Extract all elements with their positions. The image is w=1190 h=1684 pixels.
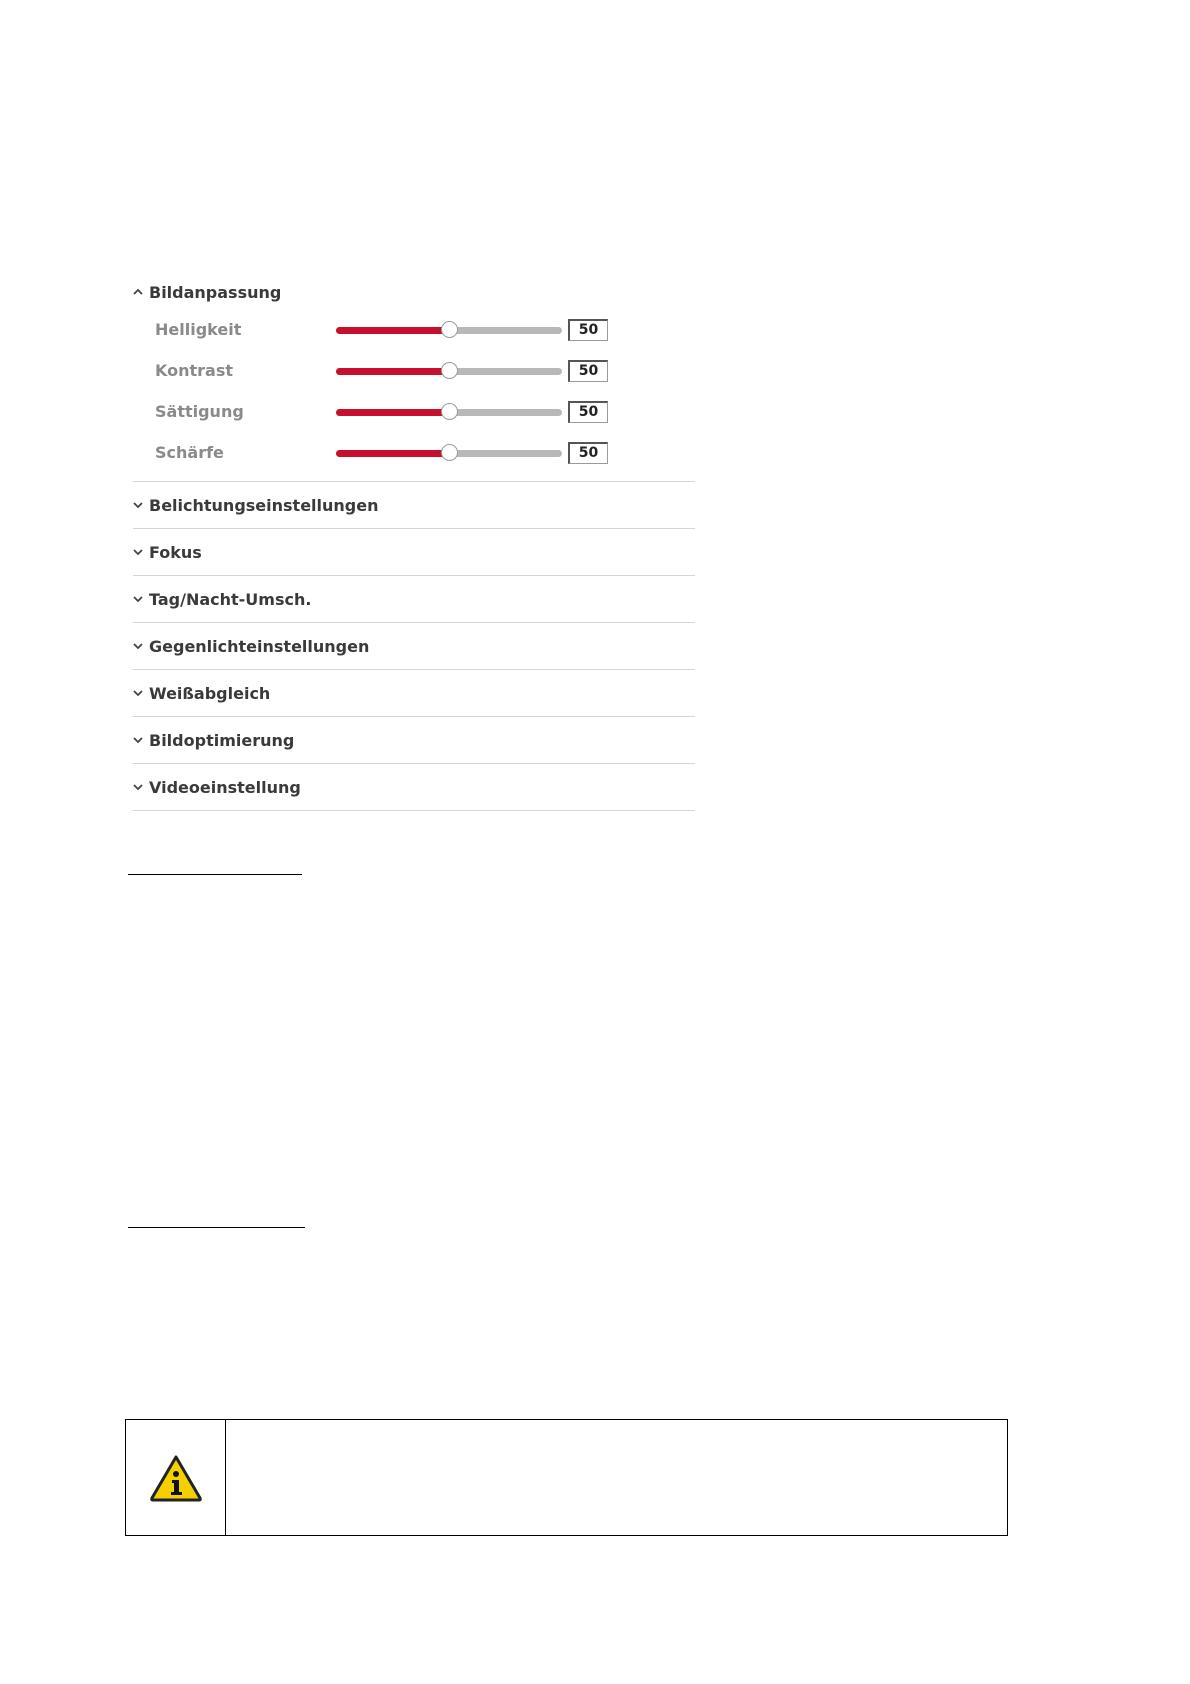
slider-label: Schärfe <box>155 443 224 462</box>
slider[interactable] <box>336 443 562 463</box>
slider-label: Helligkeit <box>155 320 242 339</box>
collapsed-section <box>133 529 695 576</box>
collapsed-section <box>133 670 695 717</box>
slider[interactable] <box>336 402 562 422</box>
slider-label: Kontrast <box>155 361 234 380</box>
slider[interactable] <box>336 320 562 340</box>
slider-row <box>133 350 695 391</box>
section-header[interactable] <box>133 482 695 528</box>
slider-fill <box>336 450 449 457</box>
chevron-down-icon <box>133 736 147 744</box>
collapsed-section <box>133 623 695 670</box>
slider-fill <box>336 409 449 416</box>
heading-underline-1 <box>128 874 302 875</box>
slider-label: Sättigung <box>155 402 244 421</box>
heading-underline-2 <box>128 1227 305 1228</box>
slider-list <box>133 309 695 473</box>
slider-thumb[interactable] <box>441 403 458 420</box>
section-title: Weißabgleich <box>149 683 271 703</box>
section-header[interactable] <box>133 529 695 575</box>
section-header[interactable] <box>133 670 695 716</box>
slider-row <box>133 391 695 432</box>
slider-row <box>133 432 695 473</box>
section-header[interactable] <box>133 764 695 810</box>
slider-value-input[interactable]: 50 <box>568 442 608 464</box>
chevron-down-icon <box>133 501 147 509</box>
section-header[interactable] <box>133 576 695 622</box>
slider-thumb[interactable] <box>441 444 458 461</box>
note-text-cell <box>226 1420 1007 1535</box>
note-box <box>125 1419 1008 1536</box>
collapsed-section <box>133 576 695 623</box>
slider-fill <box>336 327 449 334</box>
chevron-down-icon <box>133 783 147 791</box>
slider-fill <box>336 368 449 375</box>
slider-value-input[interactable]: 50 <box>568 319 608 341</box>
slider[interactable] <box>336 361 562 381</box>
section-title: Videoeinstellung <box>149 777 301 797</box>
collapsed-section-list <box>133 482 695 811</box>
image-settings-panel <box>133 275 695 811</box>
chevron-down-icon <box>133 595 147 603</box>
section-title: Gegenlichteinstellungen <box>149 636 370 656</box>
note-icon-cell <box>126 1420 226 1535</box>
section-header[interactable] <box>133 623 695 669</box>
slider-value-input[interactable]: 50 <box>568 401 608 423</box>
slider-thumb[interactable] <box>441 362 458 379</box>
section-title: Belichtungseinstellungen <box>149 495 379 515</box>
slider-thumb[interactable] <box>441 321 458 338</box>
warning-info-icon <box>149 1454 203 1502</box>
chevron-down-icon <box>133 689 147 697</box>
section-bildanpassung <box>133 275 695 482</box>
section-header[interactable] <box>133 717 695 763</box>
collapsed-section <box>133 482 695 529</box>
collapsed-section <box>133 764 695 811</box>
chevron-up-icon <box>133 288 147 296</box>
section-header-bildanpassung[interactable] <box>133 275 695 309</box>
slider-row <box>133 309 695 350</box>
section-title: Bildoptimierung <box>149 730 295 750</box>
section-title: Fokus <box>149 542 202 562</box>
collapsed-section <box>133 717 695 764</box>
slider-value-input[interactable]: 50 <box>568 360 608 382</box>
chevron-down-icon <box>133 548 147 556</box>
chevron-down-icon <box>133 642 147 650</box>
section-title: Bildanpassung <box>149 282 282 302</box>
section-title: Tag/Nacht-Umsch. <box>149 589 312 609</box>
